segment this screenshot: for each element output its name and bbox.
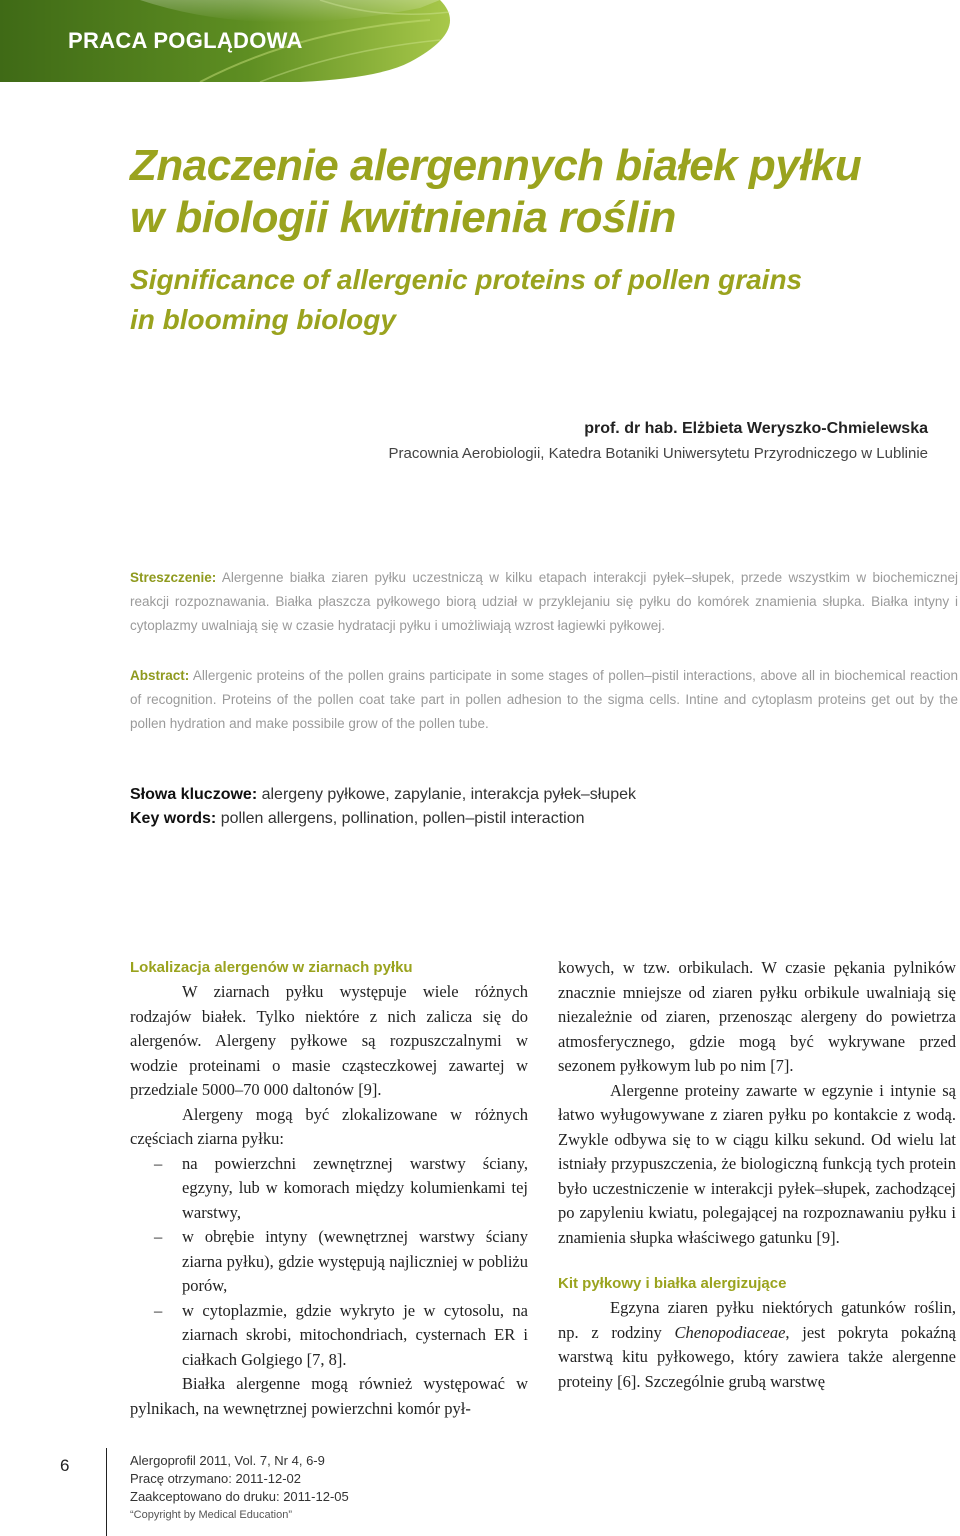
article-title-english bbox=[130, 260, 930, 340]
section-heading-pollenkitt: Kit pyłkowy i białka alergizujące bbox=[558, 1275, 787, 1292]
left-column bbox=[130, 956, 528, 1421]
paragraph: kowych, w tzw. orbikulach. W czasie pękania pylników znacznie mniejsze od ziaren pyłku orbikule uwalniają się niezależnie od ziaren, przenosząc alergeny do powietrza atmosferycznego, gdzie mogą być wykrywane przed sezonem pyłkowym lub po nim [7]. bbox=[558, 958, 956, 1075]
footer-info bbox=[130, 1452, 349, 1524]
keywords-pl-text: alergeny pyłkowe, zapylanie, interakcja pyłek–słupek bbox=[257, 786, 637, 803]
list-item-text: w obrębie intyny (wewnętrznej warstwy ściany ziarna pyłku), gdzie występują najliczniej w pobliżu porów, bbox=[182, 1227, 528, 1295]
keywords-pl-label: Słowa kluczowe: bbox=[130, 786, 258, 803]
paragraph-part: , jest pokryta pokaźną warstwą kitu pyłkowego, który zawiera także alergenne proteiny [6]. Szczególnie grubą warstwę bbox=[558, 1322, 956, 1391]
page-number: 6 bbox=[60, 1456, 70, 1475]
list-item-text: w cytoplazmie, gdzie wykryto je w cytosolu, na ziarnach skrobi, mitochondriach, cysternach ER i ciałkach Golgiego [7, 8]. bbox=[182, 1300, 528, 1369]
allergen-location-list bbox=[130, 1152, 528, 1373]
paragraph: W ziarnach pyłku występuje wiele różnych rodzajów białek. Tylko niektóre z nich zalicza się do alergenów. Alergeny pyłkowe są rozpuszczalnymi w wodzie proteinami o masie cząsteczkowej zawartej w przedziale 5000–70 000 daltonów [9]. bbox=[130, 982, 528, 1099]
abstract-text: Allergenic proteins of the pollen grains participate in some stages of pollen–pistil interactions, above all in biochemical reaction of recognition. Proteins of the pollen coat take part in pollen adhesion to the sigma cells. Intine and cytoplasm proteins get out by the pollen hydration and make possibile grow of the pollen tube. bbox=[130, 668, 958, 731]
author-affiliation: Pracownia Aerobiologii, Katedra Botaniki Uniwersytetu Przyrodniczego w Lublinie bbox=[388, 445, 928, 462]
title-line: w biologii kwitnienia roślin bbox=[130, 193, 676, 242]
taxon-name: Chenopodiaceae bbox=[674, 1322, 786, 1342]
streszczenie-block bbox=[130, 566, 958, 638]
keywords-pl bbox=[130, 786, 636, 804]
section-heading-localization: Lokalizacja alergenów w ziarnach pyłku bbox=[130, 959, 413, 976]
streszczenie-text: Alergenne białka ziaren pyłku uczestniczą w kilku etapach interakcji pyłek–słupek, przede wszystkim w biochemicznej reakcji rozpoznawania. Białka płaszcza pyłkowego biorą udział w przyklejaniu się pyłku do komórek znamienia słupka. Białka intyny i cytoplazmy uwalniają się w czasie hydratacji pyłku i umożliwiają wzrost łagiewki pyłkowej. bbox=[130, 570, 958, 633]
paragraph: Białka alergenne mogą również występować w pylnikach, na wewnętrznej powierzchni komór pył- bbox=[130, 1374, 528, 1418]
abstract-label: Abstract: bbox=[130, 668, 190, 683]
right-column bbox=[558, 956, 956, 1394]
list-item bbox=[130, 1152, 528, 1226]
list-item bbox=[130, 1299, 528, 1373]
list-item bbox=[130, 1225, 528, 1299]
list-item-text: na powierzchni zewnętrznej warstwy ściany, egzyny, lub w komorach między kolumienkami tej warstwy, bbox=[182, 1153, 528, 1222]
paragraph: Alergeny mogą być zlokalizowane w różnych częściach ziarna pyłku: bbox=[130, 1104, 528, 1148]
title-en-line: Significance of allergenic proteins of pollen grains bbox=[130, 264, 803, 295]
accepted-date: Zaakceptowano do druku: 2011-12-05 bbox=[130, 1489, 349, 1504]
keywords-en-text: pollen allergens, pollination, pollen–pistil interaction bbox=[216, 810, 585, 827]
section-label: PRACA POGLĄDOWA bbox=[68, 28, 303, 53]
keywords-en bbox=[130, 810, 584, 828]
list-dash: – bbox=[154, 1300, 163, 1320]
received-date: Pracę otrzymano: 2011-12-02 bbox=[130, 1471, 302, 1486]
author-name: prof. dr hab. Elżbieta Weryszko-Chmielewska bbox=[584, 420, 928, 437]
streszczenie-label: Streszczenie: bbox=[130, 570, 217, 585]
keywords-en-label: Key words: bbox=[130, 810, 217, 827]
list-dash: – bbox=[154, 1153, 163, 1173]
abstract-block bbox=[130, 664, 958, 736]
list-dash: – bbox=[154, 1227, 163, 1246]
article-title bbox=[130, 140, 930, 244]
footer-divider bbox=[106, 1448, 107, 1536]
paragraph bbox=[558, 1296, 956, 1394]
copyright-notice: “Copyright by Medical Education” bbox=[130, 1509, 293, 1521]
title-line: Znaczenie alergennych białek pyłku bbox=[130, 141, 862, 190]
title-en-line: in blooming biology bbox=[130, 304, 396, 335]
paragraph-part: Egzyna ziaren pyłku niektórych gatunków roślin, np. z rodziny bbox=[558, 1298, 956, 1342]
journal-citation: Alergoprofil 2011, Vol. 7, Nr 4, 6-9 bbox=[130, 1453, 325, 1468]
paragraph: Alergenne proteiny zawarte w egzynie i intynie są łatwo wyługowywane z ziaren pyłku po kontakcie z wodą. Zwykle odbywa się to w ciągu kilku sekund. Od wielu lat istniały przypuszczenia, że biologiczną funkcją tych protein było uczestniczenie w interakcji pyłek–słupek, zachodzącej po zapyleniu kwiatu, polegającej na rozpoznawaniu pyłku i znamienia słupka właściwego gatunku [9]. bbox=[558, 1080, 956, 1247]
